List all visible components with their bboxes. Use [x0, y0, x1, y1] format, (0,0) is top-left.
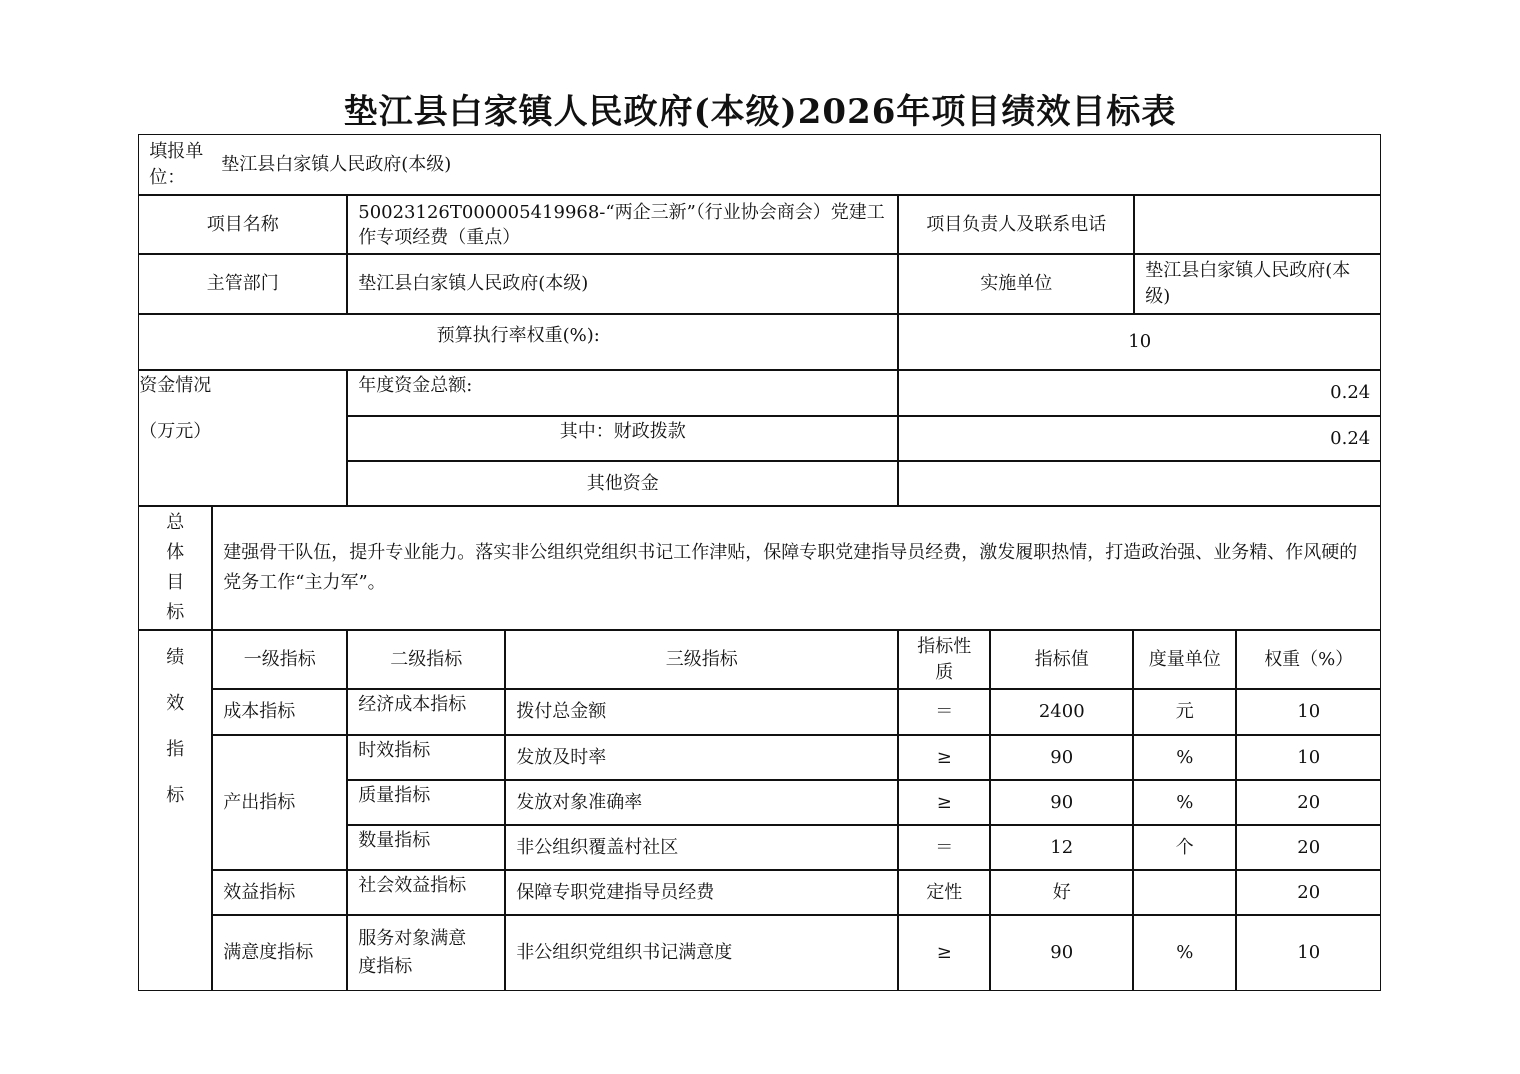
- row-weight: 20: [1236, 870, 1381, 915]
- indicators-side-char: 绩: [166, 647, 185, 669]
- row-weight: 20: [1236, 780, 1381, 825]
- goal-label-char: 体: [166, 542, 185, 564]
- goal-label-char: 总: [166, 512, 185, 534]
- row-level3: 保障专职党建指导员经费: [505, 870, 898, 915]
- row-value: 90: [990, 780, 1133, 825]
- row-nature: ≥: [898, 735, 990, 780]
- funds-total-label: 年度资金总额:: [347, 370, 898, 416]
- row-level3: 拨付总金额: [505, 689, 898, 735]
- funds-label-cell: [138, 370, 347, 506]
- header-nature: 指标性质: [898, 630, 990, 689]
- row-nature: ＝: [898, 689, 990, 735]
- row-unit: %: [1133, 915, 1236, 991]
- budget-rate-label: 预算执行率权重(%):: [138, 314, 898, 370]
- funds-unit: （万元）: [139, 421, 212, 443]
- project-name-value: 50023126T000005419968-“两企三新”（行业协会商会）党建工作专项经费（重点）: [347, 195, 898, 254]
- row-level3: 发放及时率: [505, 735, 898, 780]
- header-level2: 二级指标: [347, 630, 505, 689]
- row-nature: ＝: [898, 825, 990, 870]
- row-unit: %: [1133, 735, 1236, 780]
- fill-unit-row: [138, 134, 1381, 195]
- header-level3: 三级指标: [505, 630, 898, 689]
- row-weight: 20: [1236, 825, 1381, 870]
- row-weight: 10: [1236, 735, 1381, 780]
- page-title: 垫江县白家镇人民政府(本级)2026年项目绩效目标表: [343, 92, 1177, 132]
- goal-label: [138, 506, 212, 630]
- row-nature: ≥: [898, 915, 990, 991]
- row-level3: 发放对象准确率: [505, 780, 898, 825]
- performance-table: [139, 135, 1382, 992]
- level1-output: 产出指标: [212, 735, 347, 870]
- project-leader-label: 项目负责人及联系电话: [898, 195, 1134, 254]
- dept-value: 垫江县白家镇人民政府(本级): [347, 254, 898, 314]
- header-weight: 权重（%）: [1236, 630, 1381, 689]
- row-weight: 10: [1236, 915, 1381, 991]
- goal-label-char: 标: [166, 602, 185, 624]
- indicators-side-label: [138, 630, 212, 991]
- row-value: 90: [990, 915, 1133, 991]
- row-weight: 10: [1236, 689, 1381, 735]
- row-unit: 个: [1133, 825, 1236, 870]
- funds-total-value: 0.24: [898, 370, 1381, 416]
- row-level2: 社会效益指标: [347, 870, 505, 915]
- goal-text: 建强骨干队伍，提升专业能力。落实非公组织党组织书记工作津贴，保障专职党建指导员经费，激发履职热情，打造政治强、业务精、作风硬的党务工作“主力军”。: [212, 506, 1381, 630]
- row-level2: 服务对象满意度指标: [347, 915, 505, 991]
- row-value: 好: [990, 870, 1133, 915]
- funds-fiscal-label: 其中：财政拨款: [347, 416, 898, 461]
- row-unit: 元: [1133, 689, 1236, 735]
- row-nature: 定性: [898, 870, 990, 915]
- header-value: 指标值: [990, 630, 1133, 689]
- funds-other-label: 其他资金: [347, 461, 898, 506]
- row-level3: 非公组织党组织书记满意度: [505, 915, 898, 991]
- row-nature: ≥: [898, 780, 990, 825]
- dept-label: 主管部门: [138, 254, 347, 314]
- row-level3: 非公组织覆盖村社区: [505, 825, 898, 870]
- indicators-side-char: 标: [166, 785, 185, 807]
- fill-unit-value: 垫江县白家镇人民政府(本级): [221, 154, 452, 176]
- level1-cost: 成本指标: [212, 689, 347, 735]
- row-unit: %: [1133, 780, 1236, 825]
- header-level1: 一级指标: [212, 630, 347, 689]
- level1-satisfaction: 满意度指标: [212, 915, 347, 991]
- project-name-label: 项目名称: [138, 195, 347, 254]
- row-level2: 数量指标: [347, 825, 505, 870]
- header-unit: 度量单位: [1133, 630, 1236, 689]
- impl-unit-label: 实施单位: [898, 254, 1134, 314]
- row-level2: 质量指标: [347, 780, 505, 825]
- indicators-side-char: 效: [166, 693, 185, 715]
- funds-fiscal-value: 0.24: [898, 416, 1381, 461]
- indicators-side-char: 指: [166, 739, 185, 761]
- impl-unit-value: 垫江县白家镇人民政府(本级): [1134, 254, 1381, 314]
- budget-rate-value: 10: [898, 314, 1381, 370]
- row-unit: [1133, 870, 1236, 915]
- row-level2: 时效指标: [347, 735, 505, 780]
- row-level2: 经济成本指标: [347, 689, 505, 735]
- fill-unit-label: 填报单位：: [149, 141, 204, 189]
- funds-label: 资金情况: [139, 375, 212, 397]
- funds-other-value: [898, 461, 1381, 506]
- row-value: 90: [990, 735, 1133, 780]
- level1-benefit: 效益指标: [212, 870, 347, 915]
- project-leader-value: [1134, 195, 1381, 254]
- row-value: 2400: [990, 689, 1133, 735]
- goal-label-char: 目: [166, 572, 185, 594]
- row-value: 12: [990, 825, 1133, 870]
